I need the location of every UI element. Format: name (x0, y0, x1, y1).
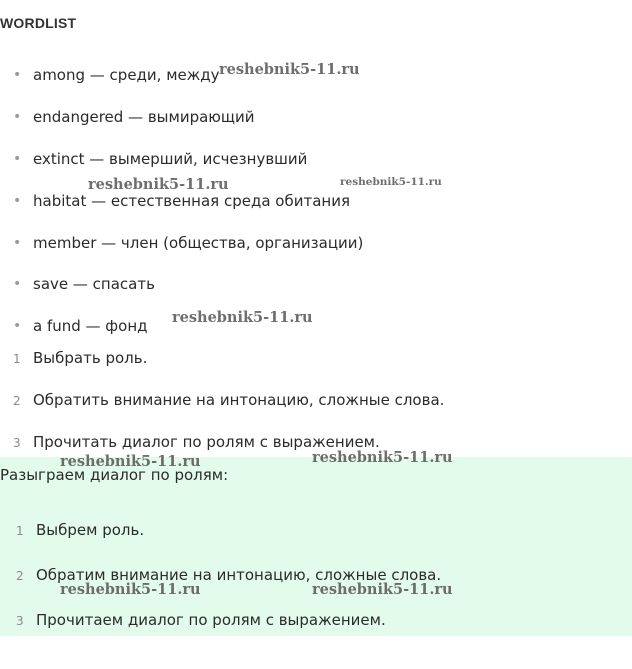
list-item-text: endangered — вымирающий (33, 108, 255, 126)
watermark: reshebnik5-11.ru (60, 581, 201, 598)
list-item-text: among — среди, между (33, 66, 220, 84)
watermark: reshebnik5-11.ru (172, 309, 313, 326)
step-text: Обратим внимание на интонацию, сложные слова. (36, 566, 442, 584)
bullet-icon: • (13, 276, 22, 292)
bullet-icon: • (13, 318, 22, 334)
watermark: reshebnik5-11.ru (88, 176, 229, 193)
watermark: reshebnik5-11.ru (312, 449, 453, 466)
list-item-text: save — спасать (33, 275, 155, 293)
list-item-text: habitat — естественная среда обитания (33, 192, 350, 210)
step-number: 3 (13, 436, 21, 450)
step-text: Прочитаем диалог по ролям с выражением. (36, 611, 386, 629)
watermark: reshebnik5-11.ru (60, 453, 201, 470)
step-text: Выбрать роль. (33, 349, 148, 367)
step-text: Прочитать диалог по ролям с выражением. (33, 433, 380, 451)
watermark: reshebnik5-11.ru (340, 176, 442, 188)
watermark: reshebnik5-11.ru (312, 581, 453, 598)
wordlist-heading: WORDLIST (0, 15, 77, 31)
list-item-text: extinct — вымерший, исчезнувший (33, 150, 308, 168)
list-item-text: a fund — фонд (33, 317, 148, 335)
bullet-icon: • (13, 193, 22, 209)
step-number: 3 (16, 614, 24, 628)
step-number: 1 (16, 524, 24, 538)
list-item-text: member — член (общества, организации) (33, 234, 364, 252)
step-number: 2 (13, 394, 21, 408)
step-number: 1 (13, 352, 21, 366)
bullet-icon: • (13, 67, 22, 83)
bullet-icon: • (13, 235, 22, 251)
bullet-icon: • (13, 151, 22, 167)
step-number: 2 (16, 569, 24, 583)
bullet-icon: • (13, 109, 22, 125)
answer-intro: Разыграем диалог по ролям: (0, 466, 229, 484)
step-text: Выбрем роль. (36, 521, 145, 539)
watermark: reshebnik5-11.ru (219, 61, 360, 78)
step-text: Обратить внимание на интонацию, сложные слова. (33, 391, 445, 409)
